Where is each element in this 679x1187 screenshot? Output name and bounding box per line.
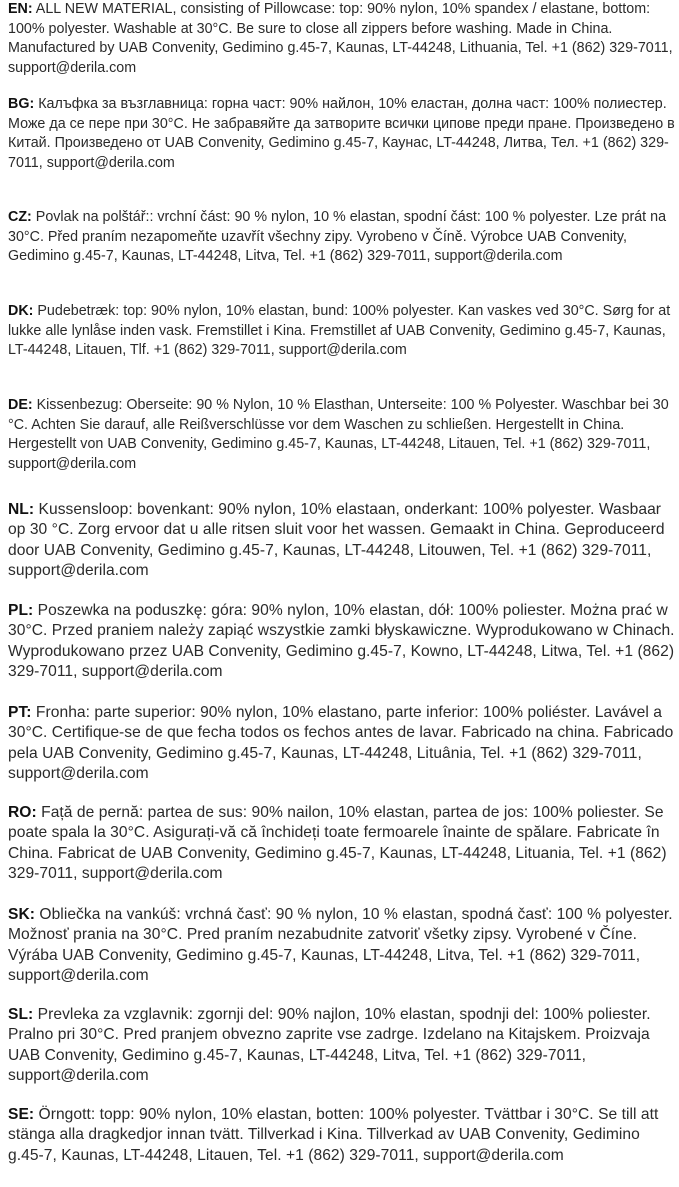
paragraph-text-ro: Față de pernă: partea de sus: 90% nailon, 10% elastan, partea de jos: 100% poliester. Se poate spala la 30°C. Asigurați-vă că închideți toate fermoarele înainte de spălare. Fabricate în China. Fabricat de UAB Convenity, Gedimino g.45-7, Kaunas, LT-44248, Lituania, Tel. +1 (862) 329-7011, support@derila.com [8,804,667,883]
language-code-en: EN: [8,1,33,17]
language-code-pt: PT: [8,704,32,721]
paragraph-text-bg: Калъфка за възглавница: горна част: 90% найлон, 10% еластан, долна част: 100% полиестер. Може да се пере при 30°C. Не забравяйте да затворите всички ципове преди пране. Произведено в Китай. Произведено от UAB Convenity, Gedimino g.45-7, Каунас, LT-44248, Литва, Тел. +1 (862) 329-7011, support@derila.com [8,96,675,171]
language-code-nl: NL: [8,501,35,518]
paragraph-se [8,1105,676,1166]
language-code-ro: RO: [8,804,37,821]
paragraph-text-de: Kissenbezug: Oberseite: 90 % Nylon, 10 % Elasthan, Unterseite: 100 % Polyester. Waschbar bei 30 °C. Achten Sie darauf, alle Reißverschlüsse vor dem Waschen zu schließen. Hergestellt in China. Hergestellt von UAB Convenity, Gedimino g.45-7, Kaunas, LT-44248, Litauen, Tel. +1 (862) 329-7011, support@derila.com [8,397,669,472]
language-code-de: DE: [8,397,33,413]
language-code-sk: SK: [8,906,36,923]
paragraph-dk [8,302,676,361]
language-code-cz: CZ: [8,209,32,225]
paragraph-en [8,0,676,78]
paragraph-bg [8,95,676,173]
paragraph-text-nl: Kussensloop: bovenkant: 90% nylon, 10% elastaan, onderkant: 100% polyester. Wasbaar op 30 °C. Zorg ervoor dat u alle ritsen sluit voor het wassen. Gemaakt in China. Geproduceerd door UAB Convenity, Gedimino g.45-7, Kaunas, LT-44248, Litouwen, Tel. +1 (862) 329-7011, support@derila.com [8,501,665,580]
language-code-pl: PL: [8,602,34,619]
paragraph-text-sk: Obliečka na vankúš: vrchná časť: 90 % nylon, 10 % elastan, spodná časť: 100 % polyester. Možnosť prania na 30°C. Pred praním nezabudnite zatvoriť všetky zipsy. Vyrobené v Číne. Výrába UAB Convenity, Gedimino g.45-7, Kaunas, LT-44248, Litva, Tel. +1 (862) 329-7011, support@derila.com [8,906,673,985]
paragraph-pt [8,703,676,785]
paragraph-text-cz: Povlak na polštář:: vrchní část: 90 % nylon, 10 % elastan, spodní část: 100 % polyester. Lze prát na 30°C. Před praním nezapomeňte uzavřít všechny zipy. Vyrobeno v Číně. Výrobce UAB Convenity, Gedimino g.45-7, Kaunas, LT-44248, Litva, Tel. +1 (862) 329-7011, support@derila.com [8,209,667,264]
paragraph-cz [8,208,676,267]
paragraph-de [8,396,676,474]
paragraph-text-dk: Pudebetræk: top: 90% nylon, 10% elastan, bund: 100% polyester. Kan vaskes ved 30°C. Sørg for at lukke alle lynlåse inden vask. Fremstillet i Kina. Fremstillet af UAB Convenity, Gedimino g.45-7, Kaunas, LT-44248, Litauen, Tlf. +1 (862) 329-7011, support@derila.com [8,303,671,358]
paragraph-nl [8,500,676,582]
language-code-se: SE: [8,1106,35,1123]
paragraph-text-pt: Fronha: parte superior: 90% nylon, 10% elastano, parte inferior: 100% poliéster. Lavável a 30°C. Certifique-se de que fecha todos os fechos antes de lavar. Fabricado na china. Fabricado pela UAB Convenity, Gedimino g.45-7, Kaunas, LT-44248, Lituânia, Tel. +1 (862) 329-7011, support@derila.com [8,704,674,783]
language-code-dk: DK: [8,303,34,319]
language-code-sl: SL: [8,1006,34,1023]
paragraph-sk [8,905,676,987]
paragraph-text-se: Örngott: topp: 90% nylon, 10% elastan, botten: 100% polyester. Tvättbar i 30°C. Se till att stänga alla dragkedjor innan tvätt. Tillverkad i Kina. Tillverkad av UAB Convenity, Gedimino g.45-7, Kaunas, LT-44248, Litauen, Tel. +1 (862) 329-7011, support@derila.com [8,1106,659,1164]
paragraph-pl [8,601,676,683]
paragraph-sl [8,1005,676,1087]
paragraph-ro [8,803,676,885]
paragraph-text-sl: Prevleka za vzglavnik: zgornji del: 90% najlon, 10% elastan, spodnji del: 100% poliester. Pralno pri 30°C. Pred pranjem obvezno zaprite vse zadrge. Izdelano na Kitajskem. Proizvaja UAB Convenity, Gedimino g.45-7, Kaunas, LT-44248, Litva, Tel. +1 (862) 329-7011, support@derila.com [8,1006,651,1085]
paragraph-text-pl: Poszewka na poduszkę: góra: 90% nylon, 10% elastan, dół: 100% poliester. Można prać w 30°C. Przed praniem należy zapiąć wszystkie zamki błyskawiczne. Wyprodukowano w Chinach. Wyprodukowano przez UAB Convenity, Gedimino g.45-7, Kowno, LT-44248, Litwa, Tel. +1 (862) 329-7011, support@derila.com [8,602,675,681]
language-code-bg: BG: [8,96,35,112]
paragraph-text-en: ALL NEW MATERIAL, consisting of Pillowcase: top: 90% nylon, 10% spandex / elastane, bottom: 100% polyester. Washable at 30°C. Be sure to close all zippers before washing. Made in China. Manufactured by UAB Convenity, Gedimino g.45-7, Kaunas, LT-44248, Lithuania, Tel. +1 (862) 329-7011, support@derila.com [8,1,673,76]
